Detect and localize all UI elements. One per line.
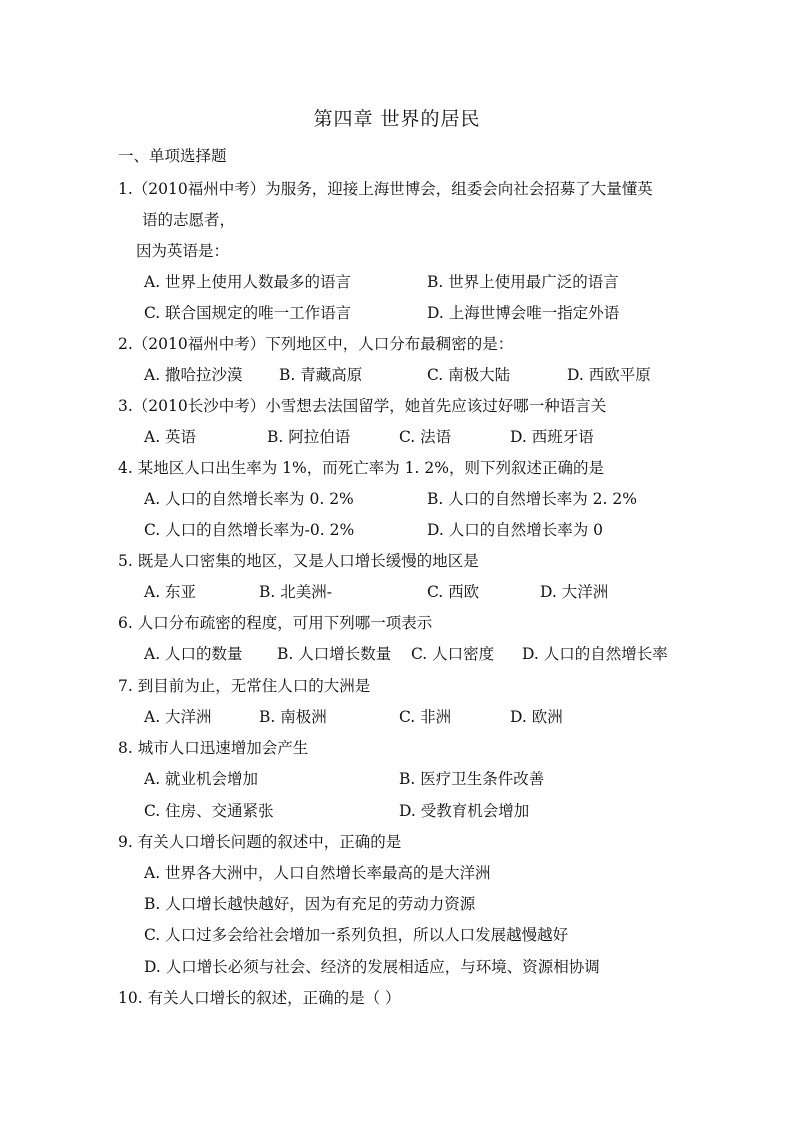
question-8-option-a: A. 就业机会增加 <box>144 770 259 788</box>
question-2-option-d: D. 西欧平原 <box>567 366 651 384</box>
question-1-stem-cont2: 因为英语是： <box>136 242 230 260</box>
question-8-option-d: D. 受教育机会增加 <box>399 802 530 820</box>
question-5-option-c: C. 西欧 <box>427 583 480 601</box>
question-4-stem: 4. 某地区人口出生率为 1%，而死亡率为 1. 2%，则下列叙述正确的是 <box>118 459 604 477</box>
question-5-stem: 5. 既是人口密集的地区，又是人口增长缓慢的地区是 <box>118 552 479 570</box>
question-1-option-c: C. 联合国规定的唯一工作语言 <box>144 304 352 322</box>
question-5-option-a: A. 东亚 <box>144 583 197 601</box>
question-4-option-d: D. 人口的自然增长率为 0 <box>427 521 604 539</box>
question-3-stem: 3.（2010长沙中考）小雪想去法国留学，她首先应该过好哪一种语言关 <box>118 397 607 415</box>
question-2-option-c: C. 南极大陆 <box>427 366 511 384</box>
question-7-stem: 7. 到目前为止，无常住人口的大洲是 <box>118 677 371 695</box>
question-8-option-b: B. 医疗卫生条件改善 <box>399 770 545 788</box>
question-7-option-d: D. 欧洲 <box>510 708 563 726</box>
question-3-option-b: B. 阿拉伯语 <box>267 428 351 446</box>
question-2-stem: 2.（2010福州中考）下列地区中，人口分布最稠密的是： <box>118 335 514 353</box>
question-8-option-c: C. 住房、交通紧张 <box>144 802 274 820</box>
question-1-option-a: A. 世界上使用人数最多的语言 <box>144 273 352 291</box>
page-title: 第四章 世界的居民 <box>313 108 481 130</box>
question-1-stem-cont: 语的志愿者， <box>142 211 236 229</box>
question-5-option-b: B. 北美洲- <box>259 583 332 601</box>
question-1-option-d: D. 上海世博会唯一指定外语 <box>427 304 620 322</box>
question-4-option-a: A. 人口的自然增长率为 0. 2% <box>144 490 354 508</box>
question-3-option-c: C. 法语 <box>399 428 452 446</box>
question-3-option-a: A. 英语 <box>144 428 197 446</box>
question-9-option-b: B. 人口增长越快越好，因为有充足的劳动力资源 <box>144 895 476 913</box>
question-6-stem: 6. 人口分布疏密的程度，可用下列哪一项表示 <box>118 614 433 632</box>
question-6-option-b: B. 人口增长数量 <box>277 645 392 663</box>
question-4-option-c: C. 人口的自然增长率为-0. 2% <box>144 521 355 539</box>
question-9-option-c: C. 人口过多会给社会增加一系列负担，所以人口发展越慢越好 <box>144 926 569 944</box>
question-5-option-d: D. 大洋洲 <box>540 583 609 601</box>
question-7-option-c: C. 非洲 <box>399 708 452 726</box>
question-2-option-a: A. 撒哈拉沙漠 <box>144 366 243 384</box>
question-6-option-d: D. 人口的自然增长率 <box>522 645 668 663</box>
section-heading: 一、单项选择题 <box>118 147 227 165</box>
question-6-option-c: C. 人口密度 <box>411 645 495 663</box>
question-7-option-a: A. 大洋洲 <box>144 708 212 726</box>
question-7-option-b: B. 南极洲 <box>259 708 327 726</box>
question-9-stem: 9. 有关人口增长问题的叙述中，正确的是 <box>118 833 402 851</box>
question-8-stem: 8. 城市人口迅速增加会产生 <box>118 739 309 757</box>
question-4-option-b: B. 人口的自然增长率为 2. 2% <box>427 490 637 508</box>
question-2-option-b: B. 青藏高原 <box>279 366 363 384</box>
question-1-option-b: B. 世界上使用最广泛的语言 <box>427 273 619 291</box>
question-6-option-a: A. 人口的数量 <box>144 645 243 663</box>
question-10-stem: 10. 有关人口增长的叙述，正确的是（ ） <box>118 989 401 1007</box>
question-1-stem: 1.（2010福州中考）为服务，迎接上海世博会，组委会向社会招募了大量懂英 <box>118 180 653 198</box>
question-9-option-a: A. 世界各大洲中，人口自然增长率最高的是大洋洲 <box>144 864 491 882</box>
question-3-option-d: D. 西班牙语 <box>510 428 594 446</box>
question-9-option-d: D. 人口增长必须与社会、经济的发展相适应，与环境、资源相协调 <box>144 958 600 976</box>
